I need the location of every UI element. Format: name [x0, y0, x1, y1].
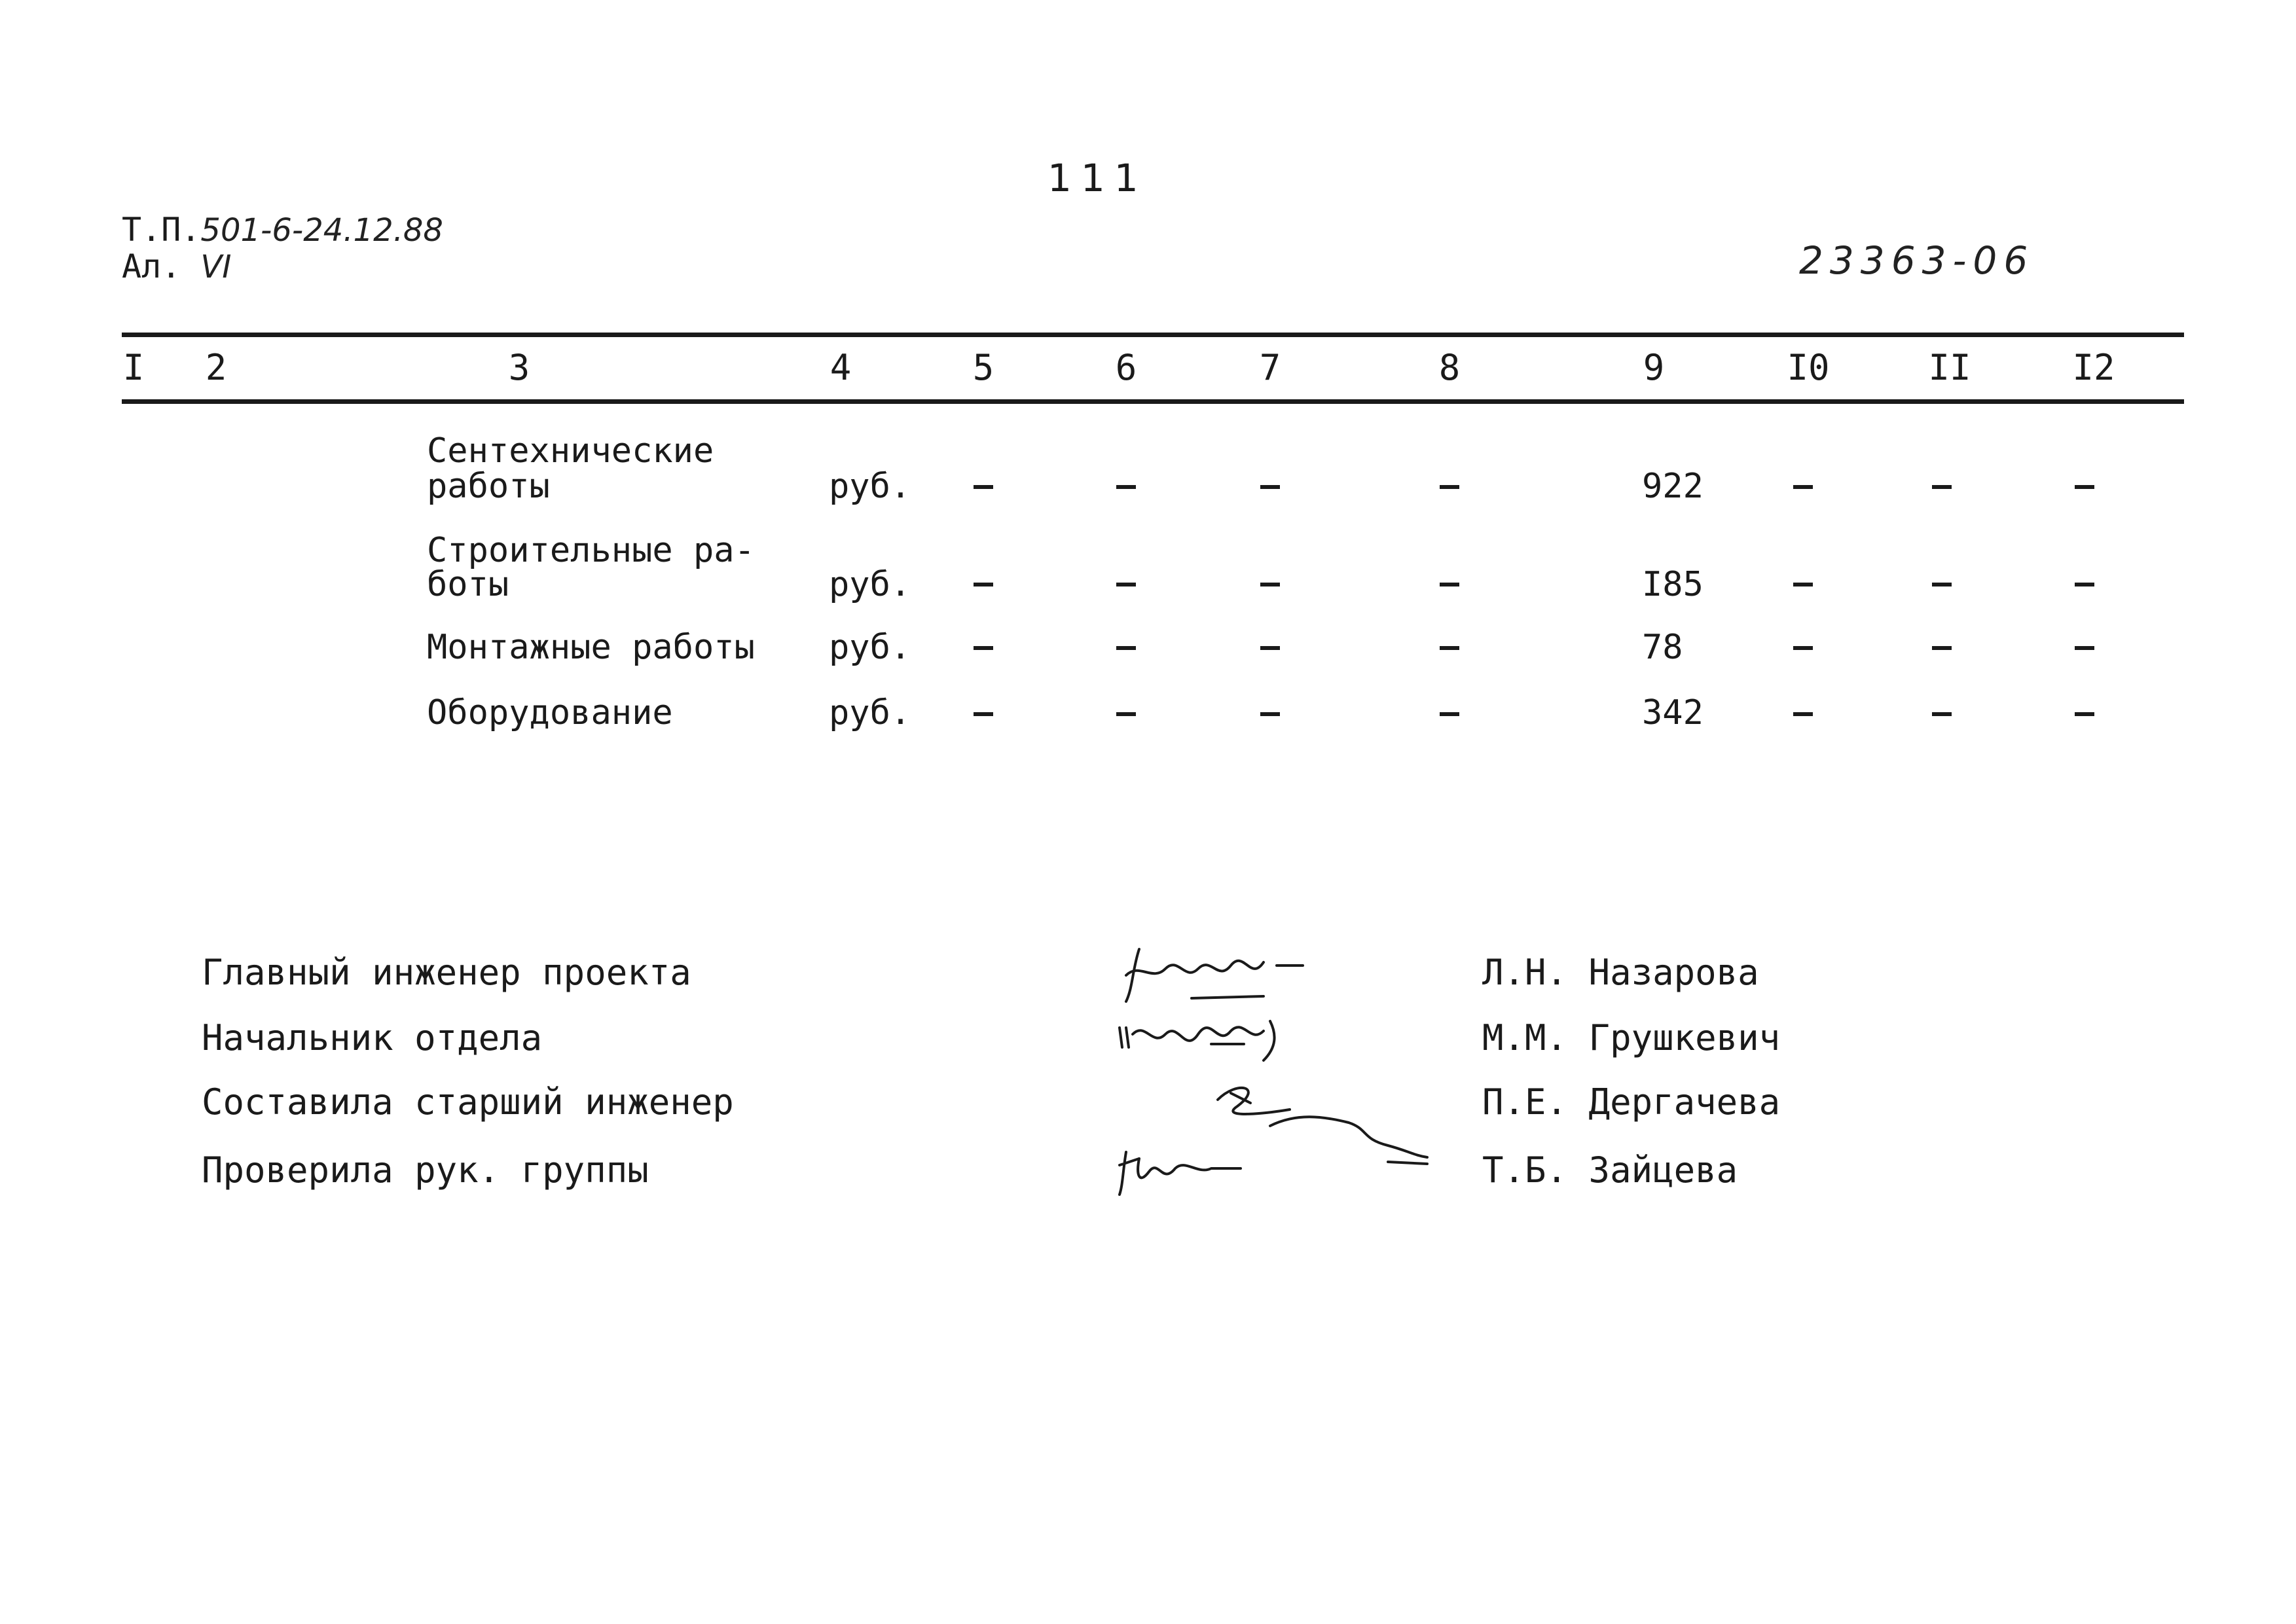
- row-unit: руб.: [829, 565, 911, 604]
- column-header: 8: [1438, 347, 1461, 388]
- empty-cell-dash: [2075, 712, 2094, 716]
- empty-cell-dash: [1793, 485, 1813, 489]
- row-name-line: боты: [427, 565, 509, 604]
- signer-name: П.Е. Дергачева: [1482, 1081, 1781, 1123]
- column-header: 7: [1259, 347, 1281, 388]
- signature-mark: [1113, 936, 1322, 1008]
- empty-cell-dash: [974, 583, 993, 586]
- column-header: 5: [972, 347, 994, 388]
- signer-role: Начальник отдела: [202, 1017, 543, 1058]
- empty-cell-dash: [1793, 646, 1813, 650]
- empty-cell-dash: [1793, 712, 1813, 716]
- empty-cell-dash: [974, 646, 993, 650]
- empty-cell-dash: [1440, 712, 1459, 716]
- doc-ref-line-2: [122, 247, 231, 285]
- empty-cell-dash: [1793, 583, 1813, 586]
- signature-mark: [1113, 1008, 1309, 1067]
- column-header: I: [122, 347, 145, 388]
- doc-ref-line-1: [122, 211, 443, 249]
- column-header: 9: [1643, 347, 1665, 388]
- signer-role: Главный инженер проекта: [202, 952, 691, 993]
- row-value: 342: [1642, 693, 1704, 732]
- row-name-line: Строительные ра-: [427, 531, 755, 570]
- column-header: II: [1928, 347, 1971, 388]
- doc-code: 23363-06: [1799, 238, 2035, 283]
- empty-cell-dash: [2075, 485, 2094, 489]
- empty-cell-dash: [1116, 583, 1136, 586]
- empty-cell-dash: [2075, 583, 2094, 586]
- signer-name: М.М. Грушкевич: [1482, 1017, 1781, 1058]
- row-value: 922: [1642, 467, 1704, 506]
- empty-cell-dash: [1260, 485, 1280, 489]
- signer-name: Л.Н. Назарова: [1482, 952, 1759, 993]
- empty-cell-dash: [1260, 646, 1280, 650]
- empty-cell-dash: [1116, 646, 1136, 650]
- signer-name: Т.Б. Зайцева: [1482, 1149, 1738, 1191]
- row-unit: руб.: [829, 693, 911, 732]
- empty-cell-dash: [1932, 583, 1952, 586]
- empty-cell-dash: [2075, 646, 2094, 650]
- empty-cell-dash: [974, 485, 993, 489]
- empty-cell-dash: [1932, 646, 1952, 650]
- empty-cell-dash: [1116, 485, 1136, 489]
- row-value: I85: [1642, 565, 1704, 604]
- row-unit: руб.: [829, 467, 911, 506]
- doc-ref-prefix: Т.П.: [122, 211, 201, 249]
- album-prefix: Ал.: [122, 247, 181, 285]
- album-number: VI: [200, 249, 232, 285]
- empty-cell-dash: [1440, 646, 1459, 650]
- table-header-rule: [122, 399, 2184, 404]
- empty-cell-dash: [1932, 712, 1952, 716]
- column-header: 4: [829, 347, 852, 388]
- column-header: 2: [205, 347, 227, 388]
- column-header: I2: [2072, 347, 2115, 388]
- table-top-rule: [122, 333, 2184, 337]
- empty-cell-dash: [1440, 485, 1459, 489]
- row-name-line: Сентехнические: [427, 431, 714, 471]
- doc-ref-number: 501-6-24.12.88: [200, 212, 443, 249]
- empty-cell-dash: [1260, 712, 1280, 716]
- column-header: 3: [508, 347, 530, 388]
- signature-mark: [1113, 1139, 1270, 1198]
- row-value: 78: [1642, 628, 1683, 667]
- row-name-line: работы: [427, 467, 550, 506]
- row-name-line: Оборудование: [427, 693, 673, 732]
- signer-role: Составила старший инженер: [202, 1081, 734, 1123]
- page-number: 111: [1048, 156, 1148, 200]
- empty-cell-dash: [1932, 485, 1952, 489]
- empty-cell-dash: [1260, 583, 1280, 586]
- empty-cell-dash: [974, 712, 993, 716]
- row-unit: руб.: [829, 628, 911, 667]
- column-header: I0: [1787, 347, 1830, 388]
- empty-cell-dash: [1116, 712, 1136, 716]
- empty-cell-dash: [1440, 583, 1459, 586]
- row-name-line: Монтажные работы: [427, 628, 755, 667]
- column-header: 6: [1115, 347, 1137, 388]
- signer-role: Проверила рук. группы: [202, 1149, 649, 1191]
